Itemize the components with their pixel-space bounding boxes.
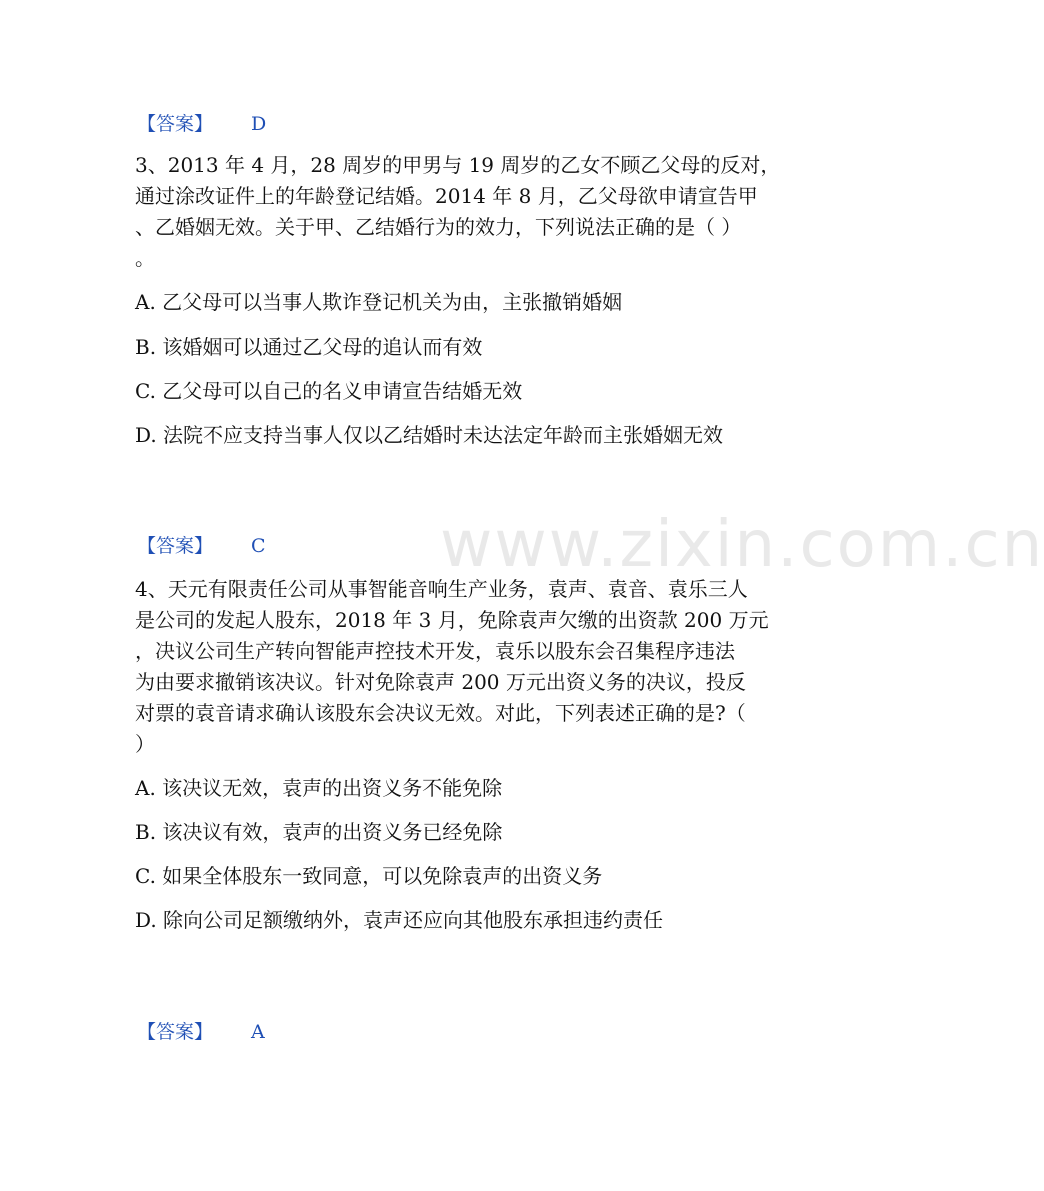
answer-tag: 【答案】 <box>137 1021 214 1043</box>
question-4 <box>135 574 795 760</box>
option-d: D. 除向公司足额缴纳外，袁声还应向其他股东承担违约责任 <box>135 908 664 932</box>
answer-line <box>137 111 266 137</box>
answer-value: D <box>251 113 267 135</box>
option-a: A. 该决议无效，袁声的出资义务不能免除 <box>135 776 503 800</box>
option-a: A. 乙父母可以当事人欺诈登记机关为由，主张撤销婚姻 <box>135 290 623 314</box>
question-line: 通过涂改证件上的年龄登记结婚。2014 年 8 月，乙父母欲申请宣告甲 <box>135 184 758 208</box>
answer-value: A <box>251 1021 265 1043</box>
option-d: D. 法院不应支持当事人仅以乙结婚时未达法定年龄而主张婚姻无效 <box>135 423 724 447</box>
question-line: 。 <box>135 246 155 270</box>
question-line: 为由要求撤销该决议。针对免除袁声 200 万元出资义务的决议，投反 <box>135 670 746 694</box>
watermark-text: www.zixin.com.cn <box>440 508 1044 582</box>
question-3 <box>135 150 795 274</box>
answer-line <box>137 1019 265 1045</box>
question-line: 4、天元有限责任公司从事智能音响生产业务，袁声、袁音、袁乐三人 <box>135 577 748 601</box>
question-line: 3、2013 年 4 月，28 周岁的甲男与 19 周岁的乙女不顾乙父母的反对， <box>135 153 781 177</box>
answer-tag: 【答案】 <box>137 113 214 135</box>
option-c: C. 乙父母可以自己的名义申请宣告结婚无效 <box>135 379 523 403</box>
option-b: B. 该婚姻可以通过乙父母的追认而有效 <box>135 335 483 359</box>
question-line: ） <box>135 732 155 756</box>
question-line: 对票的袁音请求确认该股东会决议无效。对此，下列表述正确的是?（ <box>135 701 746 725</box>
option-c: C. 如果全体股东一致同意，可以免除袁声的出资义务 <box>135 864 603 888</box>
answer-tag: 【答案】 <box>137 535 214 557</box>
answer-line <box>137 533 266 559</box>
option-b: B. 该决议有效，袁声的出资义务已经免除 <box>135 820 503 844</box>
question-line: ，决议公司生产转向智能声控技术开发，袁乐以股东会召集程序违法 <box>135 639 735 663</box>
question-line: 是公司的发起人股东，2018 年 3 月，免除袁声欠缴的出资款 200 万元 <box>135 608 769 632</box>
answer-value: C <box>251 535 266 557</box>
question-line: 、乙婚姻无效。关于甲、乙结婚行为的效力，下列说法正确的是（ ） <box>135 215 742 239</box>
